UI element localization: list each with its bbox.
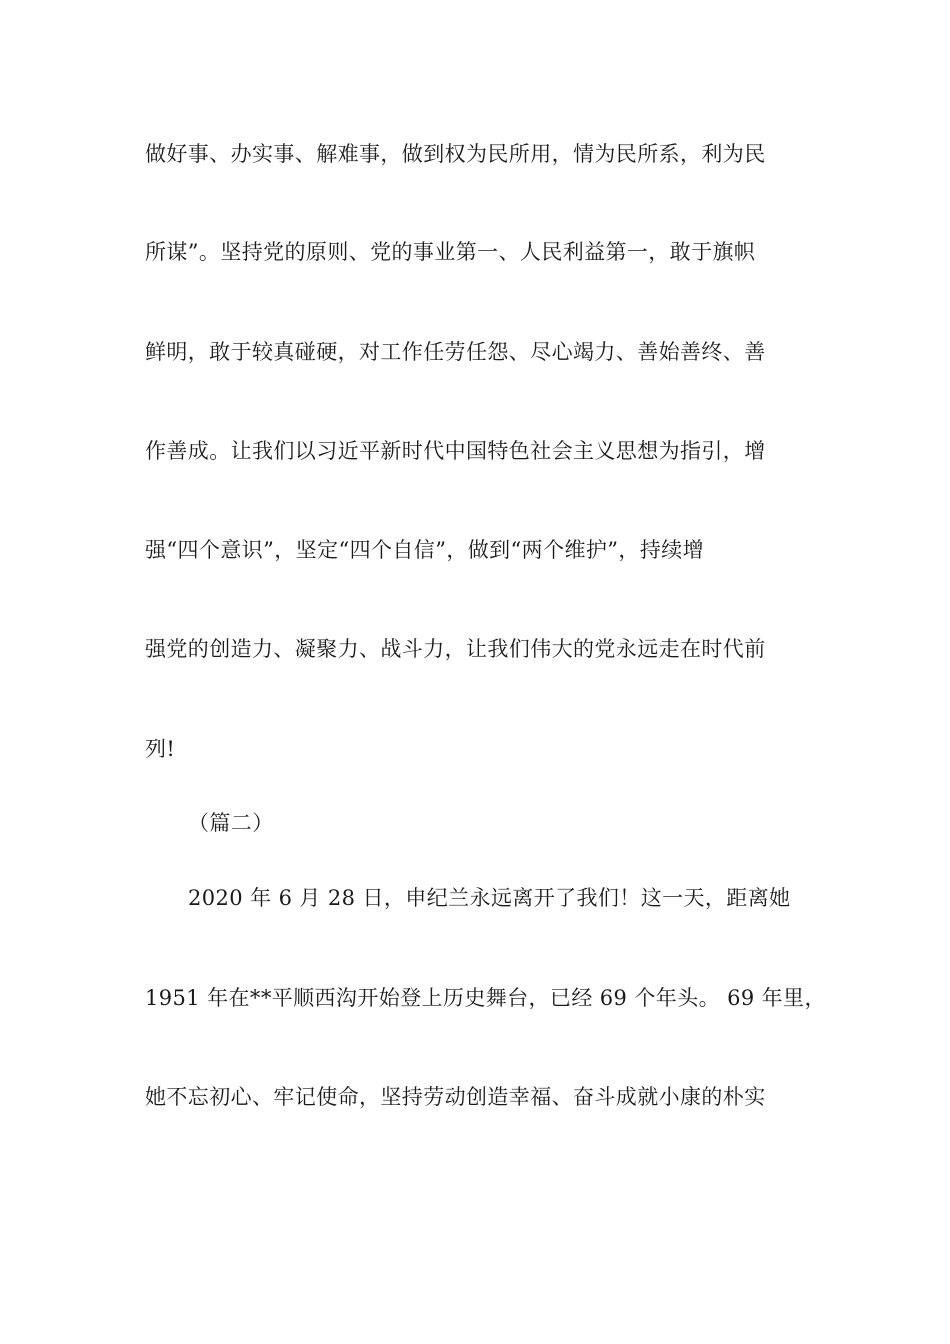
text-line: 做好事、办实事、解难事，做到权为民所用，情为民所系，利为民 (145, 142, 766, 166)
text-line: 列! (145, 737, 176, 761)
text-line: 鲜明，敢于较真碰硬，对工作任劳任怨、尽心竭力、善始善终、善 (145, 340, 766, 364)
section-heading: （篇二） (188, 811, 274, 835)
text-line: 强“四个意识”，坚定“四个自信”，做到“两个维护”，持续增 (145, 538, 705, 562)
text-line: 作善成。让我们以习近平新时代中国特色社会主义思想为指引，增 (145, 439, 766, 463)
text-line: 她不忘初心、牢记使命，坚持劳动创造幸福、奋斗成就小康的朴实 (145, 1085, 766, 1109)
text-line: 2020 年 6 月 28 日，申纪兰永远离开了我们！这一天，距离她 (188, 886, 791, 910)
text-line: 所谋”。坚持党的原则、党的事业第一、人民利益第一，敢于旗帜 (145, 240, 756, 264)
text-line: 1951 年在**平顺西沟开始登上历史舞台，已经 69 个年头。 69 年里， (145, 986, 826, 1010)
text-line: 强党的创造力、凝聚力、战斗力，让我们伟大的党永远走在时代前 (145, 637, 766, 661)
